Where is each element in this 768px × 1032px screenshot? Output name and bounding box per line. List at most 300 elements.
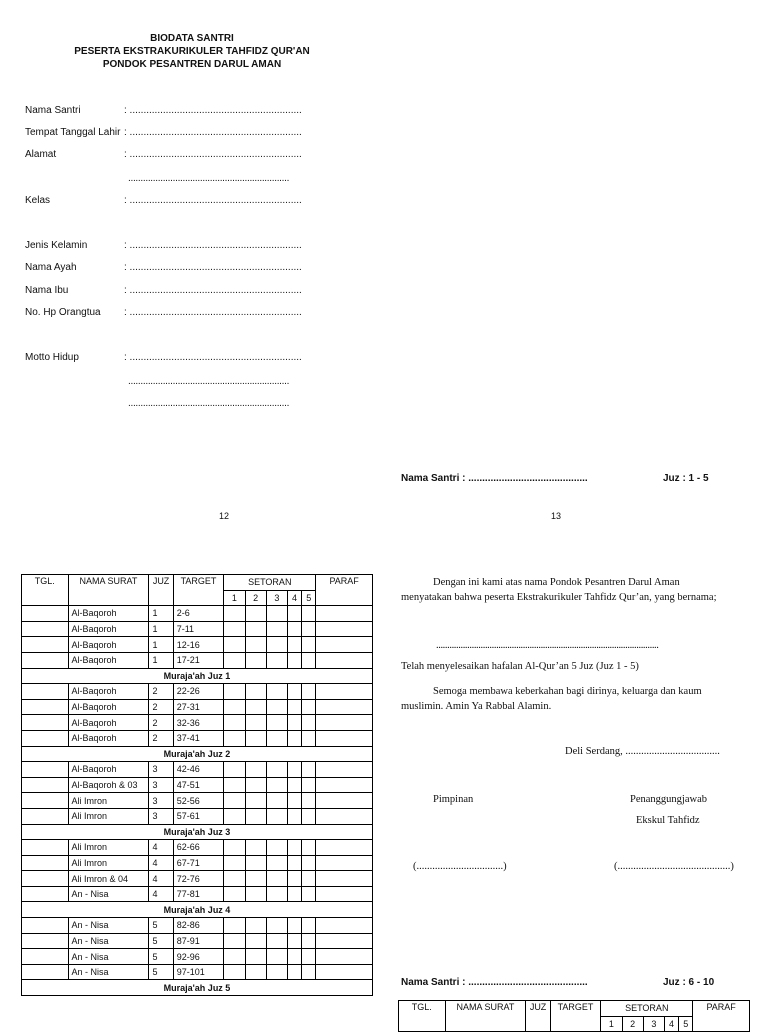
target-cell: 87-91 xyxy=(173,933,224,949)
setoran-cell-1 xyxy=(224,871,245,887)
setoran-cell-5 xyxy=(302,886,316,902)
setoran-cell-3 xyxy=(266,855,287,871)
signer-penanggungjawab-title: Penanggungjawab xyxy=(630,794,707,805)
tgl-cell xyxy=(22,964,69,980)
setoran-cell-1 xyxy=(224,762,245,778)
table-row xyxy=(22,964,373,980)
tgl-cell xyxy=(22,808,69,824)
alamat-continuation: ................................................................. xyxy=(128,173,290,184)
paraf-cell xyxy=(316,762,373,778)
juz-cell: 1 xyxy=(149,621,173,637)
setoran-cell-2 xyxy=(245,855,266,871)
setoran-cell-2 xyxy=(245,777,266,793)
paraf-cell xyxy=(316,637,373,653)
setoran-cell-3 xyxy=(266,964,287,980)
setoran-cell-5 xyxy=(302,949,316,965)
setoran-cell-4 xyxy=(287,621,301,637)
surat-cell: Al-Baqoroh xyxy=(68,652,149,668)
murajaah-label: Muraja'ah Juz 4 xyxy=(22,902,373,918)
setoran-cell-2 xyxy=(245,871,266,887)
juz-cell: 3 xyxy=(149,777,173,793)
setoran-cell-5 xyxy=(302,840,316,856)
setoran-cell-2 xyxy=(245,684,266,700)
murajaah-row xyxy=(22,980,373,996)
setoran-cell-5 xyxy=(302,652,316,668)
setoran-cell-5 xyxy=(302,777,316,793)
tgl-cell xyxy=(22,793,69,809)
surat-cell: Al-Baqoroh xyxy=(68,699,149,715)
target-cell: 32-36 xyxy=(173,715,224,731)
tgl-cell xyxy=(22,621,69,637)
col-setoran-3: 3 xyxy=(266,590,287,606)
table-row xyxy=(22,699,373,715)
paraf-cell xyxy=(316,918,373,934)
setoran-cell-1 xyxy=(224,840,245,856)
col-setoran-1: 1 xyxy=(224,590,245,606)
setoran-cell-3 xyxy=(266,933,287,949)
col-setoran-1: 1 xyxy=(601,1016,622,1032)
title-line-2: PESERTA EKSTRAKURIKULER TAHFIDZ QUR'AN xyxy=(74,46,310,57)
col-setoran-4: 4 xyxy=(664,1016,678,1032)
setoran-cell-2 xyxy=(245,652,266,668)
juz-cell: 4 xyxy=(149,855,173,871)
setoran-cell-2 xyxy=(245,808,266,824)
paraf-cell xyxy=(316,730,373,746)
juz-cell: 1 xyxy=(149,606,173,622)
target-cell: 7-11 xyxy=(173,621,224,637)
setoran-cell-1 xyxy=(224,684,245,700)
juz-cell: 4 xyxy=(149,871,173,887)
motto-continuation-1: ................................................................. xyxy=(128,376,290,387)
col-tgl: TGL. xyxy=(399,1001,446,1032)
col-nama-surat: NAMA SURAT xyxy=(445,1001,526,1032)
tgl-cell xyxy=(22,637,69,653)
table-row xyxy=(22,855,373,871)
field-jenis-kelamin xyxy=(25,240,302,251)
col-nama-surat: NAMA SURAT xyxy=(68,575,149,606)
setoran-cell-2 xyxy=(245,840,266,856)
juz-cell: 2 xyxy=(149,684,173,700)
surat-cell: Al-Baqoroh xyxy=(68,730,149,746)
juz-cell: 3 xyxy=(149,762,173,778)
juz-cell: 1 xyxy=(149,652,173,668)
juz-cell: 4 xyxy=(149,840,173,856)
field-label: Tempat Tanggal Lahir xyxy=(25,127,121,138)
target-cell: 52-56 xyxy=(173,793,224,809)
setoran-cell-1 xyxy=(224,730,245,746)
setoran-cell-1 xyxy=(224,949,245,965)
table-row xyxy=(22,918,373,934)
field-label: No. Hp Orangtua xyxy=(25,307,101,318)
col-target: TARGET xyxy=(550,1001,601,1032)
motto-continuation-2: ................................................................. xyxy=(128,398,290,409)
fill-line: : .............................................................. xyxy=(124,262,302,273)
juz-cell: 5 xyxy=(149,949,173,965)
paraf-cell xyxy=(316,933,373,949)
setoran-cell-1 xyxy=(224,652,245,668)
target-cell: 47-51 xyxy=(173,777,224,793)
table-row xyxy=(22,637,373,653)
murajaah-label: Muraja'ah Juz 5 xyxy=(22,980,373,996)
setoran-table-2-header xyxy=(398,1000,750,1032)
target-cell: 42-46 xyxy=(173,762,224,778)
col-target: TARGET xyxy=(173,575,224,606)
murajaah-label: Muraja'ah Juz 1 xyxy=(22,668,373,684)
setoran-cell-3 xyxy=(266,840,287,856)
certificate-paragraph-2: Semoga membawa keberkahan bagi dirinya, keluarga dan kaum muslimin. Amin Ya Rabbal Alamin. xyxy=(401,686,702,712)
field-label: Nama Ayah xyxy=(25,262,77,273)
field-nama-ibu xyxy=(25,285,302,296)
juz-cell: 1 xyxy=(149,637,173,653)
table-row xyxy=(22,949,373,965)
table-row xyxy=(22,808,373,824)
surat-cell: An - Nisa xyxy=(68,933,149,949)
setoran-cell-1 xyxy=(224,715,245,731)
target-cell: 17-21 xyxy=(173,652,224,668)
murajaah-label: Muraja'ah Juz 2 xyxy=(22,746,373,762)
setoran-cell-5 xyxy=(302,715,316,731)
surat-cell: Al-Baqoroh xyxy=(68,684,149,700)
setoran-cell-5 xyxy=(302,871,316,887)
setoran-cell-2 xyxy=(245,699,266,715)
setoran-cell-3 xyxy=(266,949,287,965)
target-cell: 67-71 xyxy=(173,855,224,871)
setoran-table xyxy=(21,574,373,996)
setoran-cell-4 xyxy=(287,730,301,746)
juz-cell: 2 xyxy=(149,715,173,731)
page-number-right: 13 xyxy=(551,511,562,521)
setoran-cell-5 xyxy=(302,684,316,700)
paraf-cell xyxy=(316,793,373,809)
juz-cell: 2 xyxy=(149,699,173,715)
setoran-cell-3 xyxy=(266,606,287,622)
juz-range: Juz : 1 - 5 xyxy=(663,473,709,484)
tgl-cell xyxy=(22,762,69,778)
table-row xyxy=(22,621,373,637)
surat-cell: Al-Baqoroh & 03 xyxy=(68,777,149,793)
setoran-table-body xyxy=(22,606,373,996)
setoran-cell-5 xyxy=(302,606,316,622)
setoran-cell-2 xyxy=(245,918,266,934)
setoran-cell-3 xyxy=(266,715,287,731)
col-setoran-2: 2 xyxy=(245,590,266,606)
setoran-cell-1 xyxy=(224,964,245,980)
juz-cell: 5 xyxy=(149,918,173,934)
setoran-cell-2 xyxy=(245,637,266,653)
paraf-cell xyxy=(316,949,373,965)
target-cell: 82-86 xyxy=(173,918,224,934)
paraf-cell xyxy=(316,964,373,980)
murajaah-row xyxy=(22,746,373,762)
surat-cell: Al-Baqoroh xyxy=(68,715,149,731)
setoran-cell-1 xyxy=(224,933,245,949)
signature-right: (...........................................) xyxy=(614,861,734,872)
setoran-cell-3 xyxy=(266,777,287,793)
setoran-cell-5 xyxy=(302,699,316,715)
field-motto xyxy=(25,352,302,363)
setoran-cell-4 xyxy=(287,964,301,980)
fill-line: : .............................................................. xyxy=(124,105,302,116)
completion-statement: Telah menyelesaikan hafalan Al-Qur’an 5 Juz (Juz 1 - 5) xyxy=(401,661,639,672)
juz-range-2: Juz : 6 - 10 xyxy=(663,977,715,988)
setoran-cell-5 xyxy=(302,933,316,949)
murajaah-label: Muraja'ah Juz 3 xyxy=(22,824,373,840)
tgl-cell xyxy=(22,730,69,746)
col-setoran-4: 4 xyxy=(287,590,301,606)
setoran-cell-3 xyxy=(266,684,287,700)
field-label: Motto Hidup xyxy=(25,352,79,363)
field-nama-santri xyxy=(25,105,302,116)
paraf-cell xyxy=(316,652,373,668)
paraf-cell xyxy=(316,606,373,622)
paraf-cell xyxy=(316,684,373,700)
table-row xyxy=(22,777,373,793)
tgl-cell xyxy=(22,699,69,715)
fill-line: : .............................................................. xyxy=(124,127,302,138)
setoran-cell-4 xyxy=(287,793,301,809)
fill-line: : .............................................................. xyxy=(124,195,302,206)
setoran-cell-4 xyxy=(287,637,301,653)
table-row xyxy=(22,730,373,746)
field-label: Jenis Kelamin xyxy=(25,240,88,251)
setoran-cell-1 xyxy=(224,637,245,653)
paraf-cell xyxy=(316,886,373,902)
setoran-cell-1 xyxy=(224,777,245,793)
juz-cell: 5 xyxy=(149,964,173,980)
col-setoran-5: 5 xyxy=(302,590,316,606)
tgl-cell xyxy=(22,840,69,856)
surat-cell: Ali Imron xyxy=(68,793,149,809)
setoran-cell-3 xyxy=(266,652,287,668)
setoran-cell-1 xyxy=(224,886,245,902)
setoran-cell-1 xyxy=(224,808,245,824)
setoran-cell-5 xyxy=(302,637,316,653)
page-number-left: 12 xyxy=(219,511,230,521)
setoran-cell-3 xyxy=(266,699,287,715)
setoran-cell-2 xyxy=(245,621,266,637)
field-alamat xyxy=(25,149,302,160)
place-date: Deli Serdang, .................................... xyxy=(565,746,720,757)
setoran-cell-4 xyxy=(287,684,301,700)
table-row xyxy=(22,715,373,731)
setoran-cell-2 xyxy=(245,715,266,731)
nama-santri-strip-2: Nama Santri : ........................................... xyxy=(401,977,588,988)
col-setoran-5: 5 xyxy=(679,1016,693,1032)
setoran-cell-3 xyxy=(266,871,287,887)
target-cell: 77-81 xyxy=(173,886,224,902)
col-juz: JUZ xyxy=(526,1001,550,1032)
setoran-cell-2 xyxy=(245,949,266,965)
field-label: Nama Santri xyxy=(25,105,81,116)
setoran-cell-2 xyxy=(245,933,266,949)
tgl-cell xyxy=(22,684,69,700)
field-ttl xyxy=(25,127,302,138)
paraf-cell xyxy=(316,621,373,637)
signer-pimpinan-title: Pimpinan xyxy=(433,794,474,805)
setoran-cell-4 xyxy=(287,777,301,793)
fill-line: : .............................................................. xyxy=(124,352,302,363)
signature-left: (.................................) xyxy=(413,861,507,872)
paraf-cell xyxy=(316,855,373,871)
murajaah-row xyxy=(22,824,373,840)
juz-cell: 5 xyxy=(149,933,173,949)
setoran-cell-4 xyxy=(287,871,301,887)
setoran-cell-3 xyxy=(266,621,287,637)
table-row xyxy=(22,762,373,778)
col-paraf: PARAF xyxy=(693,1001,750,1032)
target-cell: 72-76 xyxy=(173,871,224,887)
setoran-cell-4 xyxy=(287,699,301,715)
field-kelas xyxy=(25,195,302,206)
setoran-cell-1 xyxy=(224,699,245,715)
table-row xyxy=(22,684,373,700)
tgl-cell xyxy=(22,886,69,902)
target-cell: 57-61 xyxy=(173,808,224,824)
table-row xyxy=(22,652,373,668)
target-cell: 22-26 xyxy=(173,684,224,700)
setoran-cell-4 xyxy=(287,886,301,902)
setoran-cell-3 xyxy=(266,918,287,934)
field-label: Nama Ibu xyxy=(25,285,69,296)
setoran-cell-4 xyxy=(287,762,301,778)
table-row xyxy=(22,606,373,622)
target-cell: 62-66 xyxy=(173,840,224,856)
target-cell: 97-101 xyxy=(173,964,224,980)
tgl-cell xyxy=(22,777,69,793)
setoran-cell-1 xyxy=(224,606,245,622)
paraf-cell xyxy=(316,840,373,856)
col-paraf: PARAF xyxy=(316,575,373,606)
paraf-cell xyxy=(316,699,373,715)
setoran-cell-2 xyxy=(245,762,266,778)
setoran-cell-4 xyxy=(287,652,301,668)
setoran-cell-5 xyxy=(302,793,316,809)
paraf-cell xyxy=(316,715,373,731)
setoran-cell-2 xyxy=(245,606,266,622)
setoran-cell-3 xyxy=(266,793,287,809)
setoran-cell-4 xyxy=(287,918,301,934)
surat-cell: An - Nisa xyxy=(68,918,149,934)
setoran-cell-2 xyxy=(245,793,266,809)
surat-cell: An - Nisa xyxy=(68,949,149,965)
table-row xyxy=(22,886,373,902)
juz-cell: 4 xyxy=(149,886,173,902)
fill-line: : .............................................................. xyxy=(124,149,302,160)
setoran-cell-5 xyxy=(302,918,316,934)
tgl-cell xyxy=(22,871,69,887)
setoran-cell-1 xyxy=(224,793,245,809)
paraf-cell xyxy=(316,777,373,793)
fill-line: : .............................................................. xyxy=(124,285,302,296)
table-row xyxy=(22,793,373,809)
field-hp-orangtua xyxy=(25,307,302,318)
setoran-cell-3 xyxy=(266,762,287,778)
tgl-cell xyxy=(22,855,69,871)
murajaah-row xyxy=(22,902,373,918)
setoran-cell-2 xyxy=(245,964,266,980)
setoran-cell-1 xyxy=(224,855,245,871)
setoran-cell-4 xyxy=(287,715,301,731)
target-cell: 92-96 xyxy=(173,949,224,965)
table-row xyxy=(22,840,373,856)
fill-line: : .............................................................. xyxy=(124,307,302,318)
table-row xyxy=(22,933,373,949)
nama-santri-strip: Nama Santri : ........................................... xyxy=(401,473,588,484)
setoran-cell-5 xyxy=(302,855,316,871)
setoran-cell-5 xyxy=(302,808,316,824)
certificate-letter xyxy=(401,575,731,605)
surat-cell: Al-Baqoroh xyxy=(68,606,149,622)
col-juz: JUZ xyxy=(149,575,173,606)
surat-cell: Al-Baqoroh xyxy=(68,637,149,653)
target-cell: 37-41 xyxy=(173,730,224,746)
surat-cell: Ali Imron xyxy=(68,840,149,856)
fill-line: : .............................................................. xyxy=(124,240,302,251)
title-line-1: BIODATA SANTRI xyxy=(150,33,234,44)
surat-cell: Ali Imron & 04 xyxy=(68,871,149,887)
table-row xyxy=(22,871,373,887)
surat-cell: Al-Baqoroh xyxy=(68,762,149,778)
setoran-cell-1 xyxy=(224,918,245,934)
setoran-cell-3 xyxy=(266,886,287,902)
setoran-cell-3 xyxy=(266,730,287,746)
setoran-cell-4 xyxy=(287,949,301,965)
setoran-cell-2 xyxy=(245,886,266,902)
setoran-cell-3 xyxy=(266,808,287,824)
setoran-cell-4 xyxy=(287,933,301,949)
setoran-cell-2 xyxy=(245,730,266,746)
field-label: Alamat xyxy=(25,149,57,160)
col-setoran-2: 2 xyxy=(622,1016,643,1032)
field-label: Kelas xyxy=(25,195,51,206)
biodata-title xyxy=(0,32,384,71)
juz-cell: 3 xyxy=(149,793,173,809)
col-setoran-3: 3 xyxy=(643,1016,664,1032)
target-cell: 27-31 xyxy=(173,699,224,715)
col-setoran: SETORAN xyxy=(601,1001,693,1017)
surat-cell: An - Nisa xyxy=(68,964,149,980)
signer-penanggungjawab-subtitle: Ekskul Tahfidz xyxy=(636,815,700,826)
setoran-cell-4 xyxy=(287,808,301,824)
juz-cell: 2 xyxy=(149,730,173,746)
target-cell: 12-16 xyxy=(173,637,224,653)
tgl-cell xyxy=(22,918,69,934)
certificate-prayer xyxy=(401,684,731,714)
tgl-cell xyxy=(22,949,69,965)
setoran-cell-1 xyxy=(224,621,245,637)
target-cell: 2-6 xyxy=(173,606,224,622)
col-tgl: TGL. xyxy=(22,575,69,606)
surat-cell: Ali Imron xyxy=(68,855,149,871)
certificate-paragraph-1: Dengan ini kami atas nama Pondok Pesantren Darul Aman menyatakan bahwa peserta Ekstrakurikuler Tahfidz Qur’an, yang bernama; xyxy=(401,577,717,603)
tgl-cell xyxy=(22,715,69,731)
setoran-cell-5 xyxy=(302,730,316,746)
setoran-cell-5 xyxy=(302,964,316,980)
title-line-3: PONDOK PESANTREN DARUL AMAN xyxy=(102,59,282,70)
paraf-cell xyxy=(316,871,373,887)
juz-cell: 3 xyxy=(149,808,173,824)
surat-cell: Ali Imron xyxy=(68,808,149,824)
recipient-name-line: .................................................................................................... xyxy=(436,640,659,651)
setoran-cell-3 xyxy=(266,637,287,653)
setoran-cell-5 xyxy=(302,762,316,778)
setoran-cell-4 xyxy=(287,606,301,622)
setoran-cell-4 xyxy=(287,840,301,856)
tgl-cell xyxy=(22,652,69,668)
murajaah-row xyxy=(22,668,373,684)
setoran-cell-5 xyxy=(302,621,316,637)
tgl-cell xyxy=(22,933,69,949)
